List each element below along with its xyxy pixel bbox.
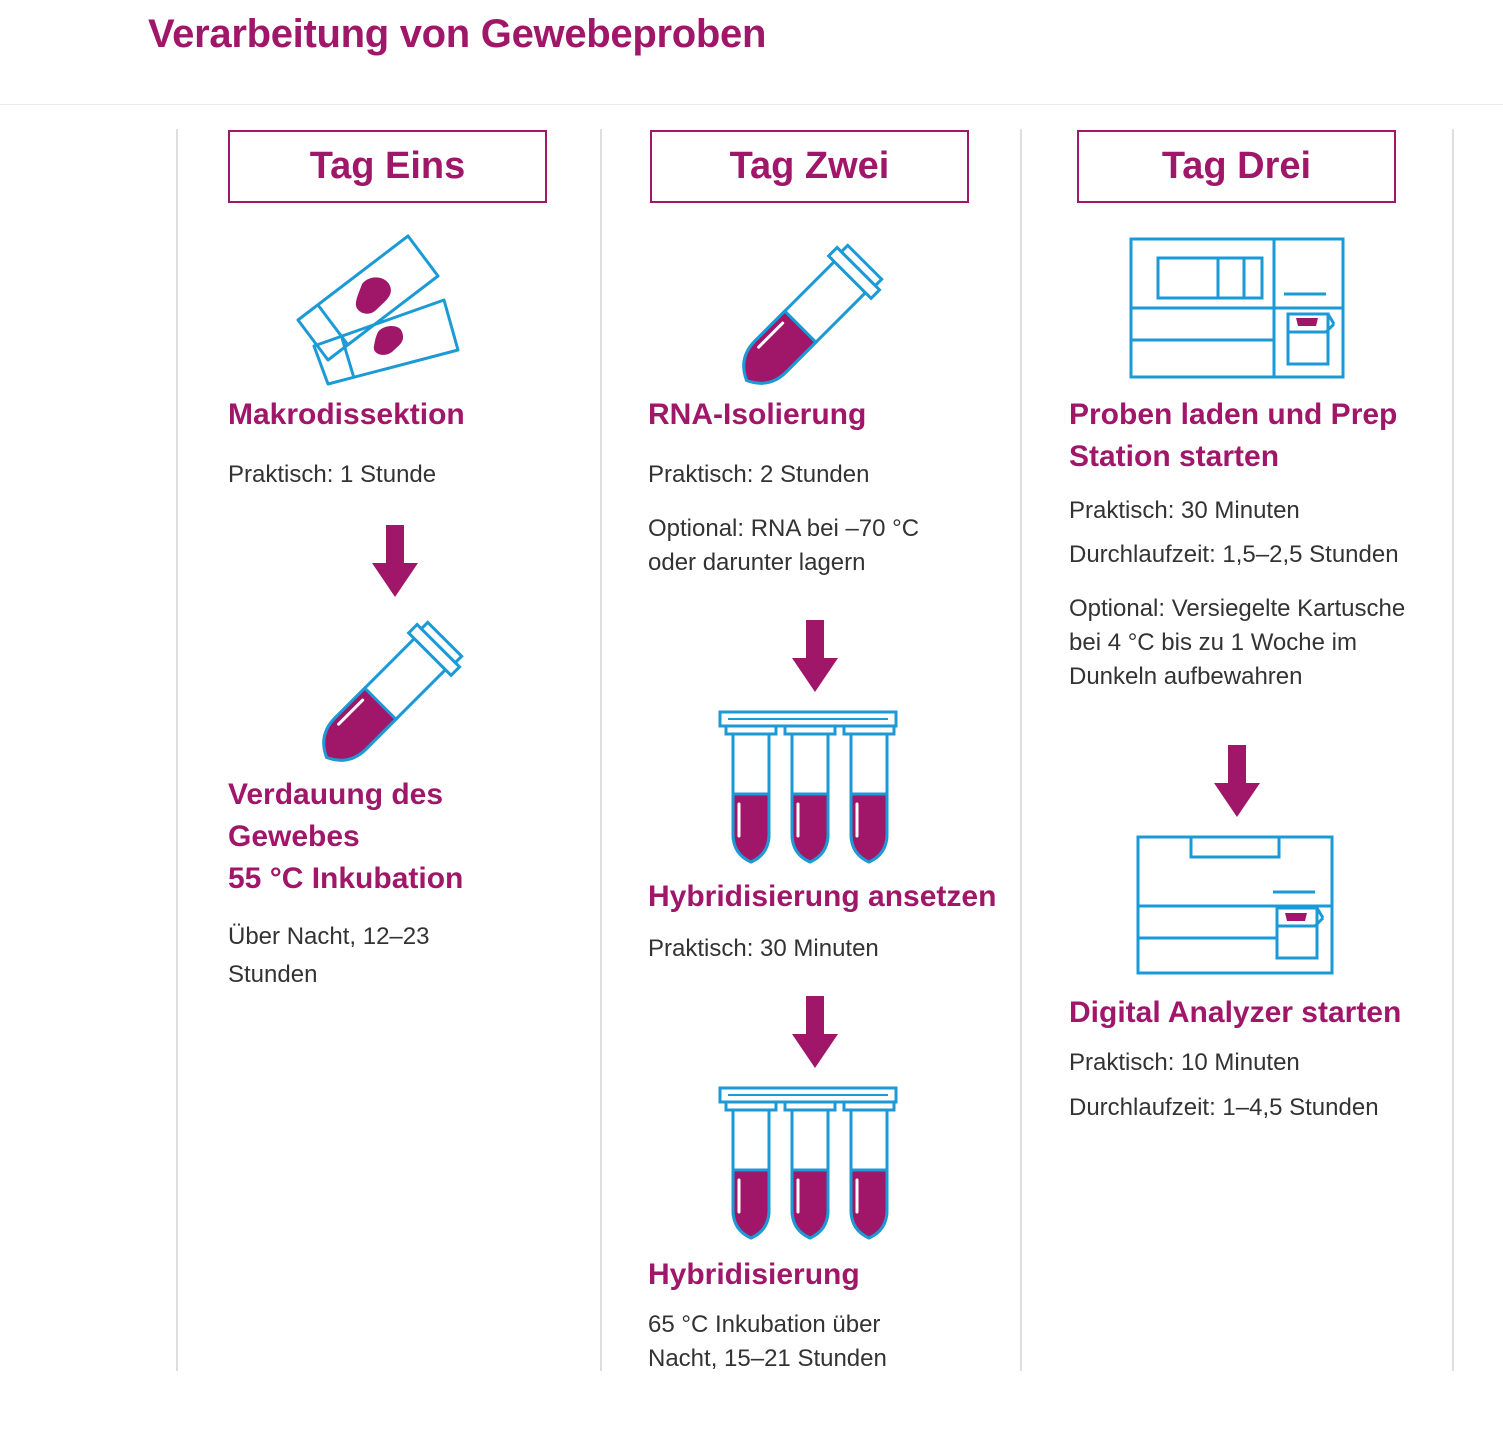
arrow-down-icon [1214,745,1260,817]
column-divider [1020,129,1022,1371]
arrow-down-icon [372,525,418,597]
step-detail: Durchlaufzeit: 1,5–2,5 Stunden [1069,541,1399,568]
step-detail [648,1308,887,1376]
step-detail: Praktisch: 30 Minuten [1069,497,1300,524]
step-detail-line: 65 °C Inkubation über [648,1311,881,1338]
page-title: Verarbeitung von Gewebeproben [148,12,767,56]
step-title-line: 55 °C Inkubation [228,862,464,895]
step-detail: Praktisch: 2 Stunden [648,461,870,488]
day-header-tag-drei: Tag Drei [1077,130,1396,203]
step-title-line: Verdauung des [228,778,444,811]
prep-station-icon [1128,236,1346,380]
tube-strip-icon [718,1084,900,1242]
step-detail-line: Stunden [228,961,318,988]
step-optional-line: Optional: Versiegelte Kartusche [1069,595,1406,622]
slides-icon [280,228,470,388]
step-title-digital-analyzer: Digital Analyzer starten [1069,996,1402,1029]
step-optional-line: Dunkeln aufbewahren [1069,663,1303,690]
column-divider [600,129,602,1371]
tube-strip-icon [718,708,900,866]
step-detail-line: Nacht, 15–21 Stunden [648,1345,887,1372]
step-detail: Durchlaufzeit: 1–4,5 Stunden [1069,1094,1379,1121]
tube-icon [322,612,472,762]
step-detail: Praktisch: 30 Minuten [648,935,879,962]
header-divider [0,104,1503,105]
step-title-rna-isolierung: RNA-Isolierung [648,398,867,431]
arrow-down-icon [792,620,838,692]
day-header-tag-zwei: Tag Zwei [650,130,969,203]
step-optional-line: bei 4 °C bis zu 1 Woche im [1069,629,1357,656]
column-divider [1452,129,1454,1371]
step-title-makrodissektion: Makrodissektion [228,398,465,431]
step-title-line: Proben laden und Prep [1069,398,1398,431]
step-optional-note [648,512,919,580]
step-detail: Praktisch: 1 Stunde [228,461,437,488]
step-detail-line: Über Nacht, 12–23 [228,923,430,950]
arrow-down-icon [792,996,838,1068]
day-header-tag-eins: Tag Eins [228,130,547,203]
step-title-proben-laden [1069,394,1397,478]
step-title-line: Gewebes [228,820,360,853]
step-optional-line: Optional: RNA bei –70 °C [648,515,920,542]
step-title-hybridisierung: Hybridisierung [648,1258,860,1291]
step-title-hybridisierung-ansetzen: Hybridisierung ansetzen [648,880,997,913]
step-title-verdauung-des-gewebes [228,774,463,900]
tube-icon [742,235,892,385]
step-detail [228,918,429,994]
step-optional-note [1069,592,1405,694]
step-title-line: Station starten [1069,440,1280,473]
step-optional-line: oder darunter lagern [648,549,866,576]
digital-analyzer-icon [1135,834,1335,976]
column-divider [176,129,178,1371]
step-detail: Praktisch: 10 Minuten [1069,1049,1300,1076]
